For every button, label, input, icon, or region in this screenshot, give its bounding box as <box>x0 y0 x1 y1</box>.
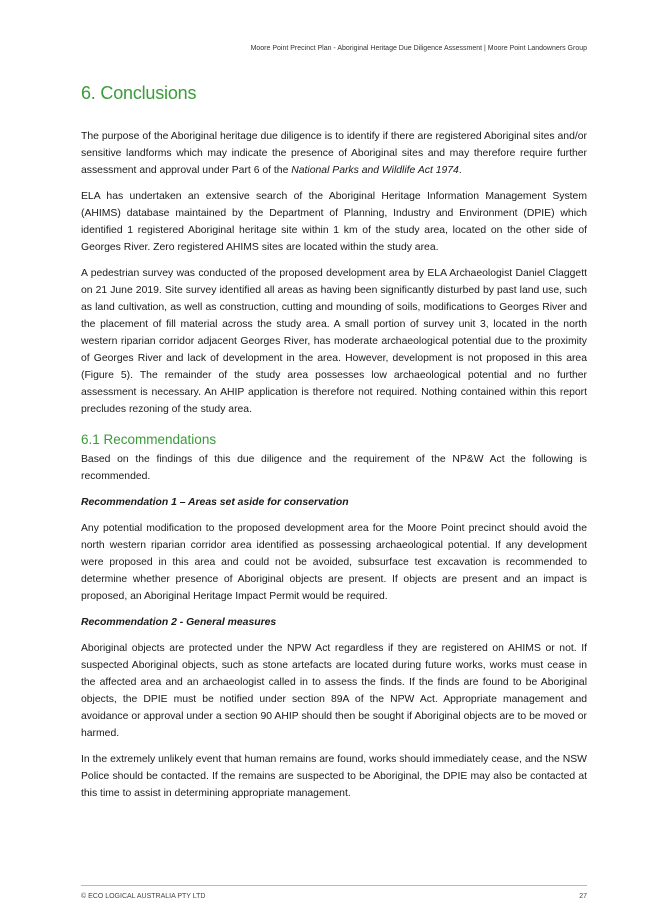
paragraph-survey: A pedestrian survey was conducted of the proposed development area by ELA Archaeologist Daniel Claggett on 21 June 2019. Site survey identified all areas as having been significantly disturbed by past land use, such as land cultivation, as well as construction, cutting and mounding of soils, modifications to Georges River and the placement of fill material across the study area. A small portion of survey unit 3, located in the north western riparian corridor adjacent Georges River, has moderate archaeological potential due to the proximity of Georges River and lack of development in the area. However, development is not proposed in this area (Figure 5). The remainder of the study area possesses low archaeological potential and no further assessment is necessary. An AHIP application is therefore not required. Nothing contained within this report precludes rezoning of the study area. <box>81 268 587 415</box>
recommendation-2-text-2: In the extremely unlikely event that human remains are found, works should immediately cease, and the NSW Police should be contacted. If the remains are suspected to be Aboriginal, the DPIE may also be contacted at this time to assist in determining appropriate management. <box>81 754 587 799</box>
paragraph-ahims: ELA has undertaken an extensive search of the Aboriginal Heritage Information Management System (AHIMS) database maintained by the Department of Planning, Industry and Environment (DPIE) which identified 1 registered Aboriginal heritage site within 1 km of the study area, located on the other side of Georges River. Zero registered AHIMS sites are located within the study area. <box>81 191 587 253</box>
section-title: 6. Conclusions <box>81 83 197 103</box>
recommendation-2-title: Recommendation 2 - General measures <box>81 617 277 628</box>
body-content <box>81 128 587 811</box>
paragraph-purpose-end: . <box>458 165 462 176</box>
recommendations-intro: Based on the findings of this due diligence and the requirement of the NP&W Act the following is recommended. <box>81 454 587 482</box>
page-number: 27 <box>579 893 587 900</box>
footer-copyright: © ECO LOGICAL AUSTRALIA PTY LTD <box>81 893 206 900</box>
running-header: Moore Point Precinct Plan - Aboriginal Heritage Due Diligence Assessment | Moore Point Landowners Group <box>250 45 587 52</box>
recommendation-2-text-1: Aboriginal objects are protected under the NPW Act regardless if they are registered on AHIMS or not. If suspected Aboriginal objects, such as stone artefacts are located during future works, works must cease in the affected area and an archaeologist called in to assess the finds. If the finds are found to be Aboriginal objects, the DPIE must be notified under section 89A of the NPW Act. Appropriate management and avoidance or approval under a section 90 AHIP should then be sought if Aboriginal objects are to be moved or harmed. <box>81 643 587 739</box>
paragraph-purpose <box>81 128 587 179</box>
act-title: National Parks and Wildlife Act 1974 <box>291 165 459 176</box>
paragraph-purpose-text: The purpose of the Aboriginal heritage due diligence is to identify if there are registered Aboriginal sites and/or sensitive landforms which may indicate the presence of Aboriginal sites and may therefore require further assessment and approval under Part 6 of the <box>81 131 587 176</box>
footer-divider <box>81 885 587 886</box>
recommendation-1-text: Any potential modification to the proposed development area for the Moore Point precinct should avoid the north western riparian corridor area identified as possessing archaeological potential. If any development were proposed in this area and could not be avoided, subsurface test excavation is recommended to determine whether presence of Aboriginal objects are present. If objects are present and an impact is proposed, an Aboriginal Heritage Impact Permit would be required. <box>81 523 587 602</box>
recommendation-1-title: Recommendation 1 – Areas set aside for conservation <box>81 497 349 508</box>
subsection-title: 6.1 Recommendations <box>81 432 217 447</box>
